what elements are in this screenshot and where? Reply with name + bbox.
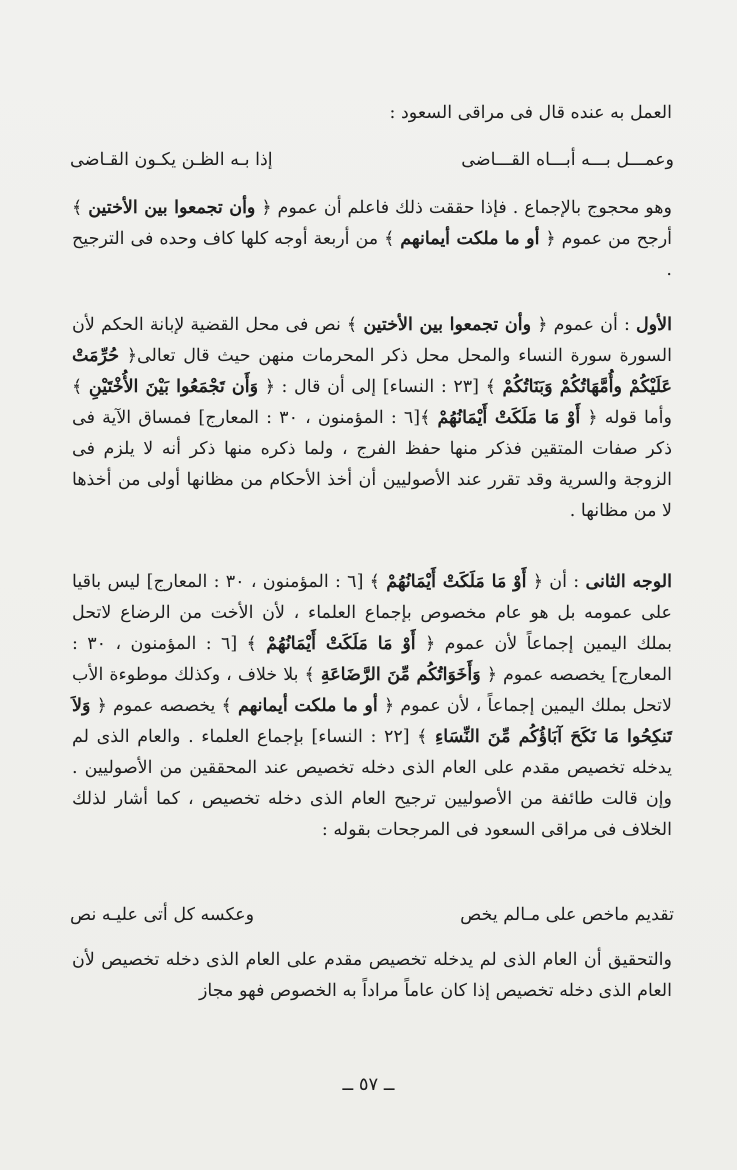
text-line-1 — [72, 98, 672, 129]
paragraph-4-text: الوجه الثانى : أن ﴿ أَوْ مَا مَلَكَتْ أَيْمَانُهُمْ ﴾ [٦ : المؤمنون ، ٣٠ : المعارج] ليس باقيا على عمومه بل هو عام مخصوص بإجماع العلماء ، لأن الأخت من الرضاع لاتحل بملك اليمين إجماعاً لأن عموم ﴿ أَوْ مَا مَلَكَتْ أَيْمَانُهُمْ ﴾ [٦ : المؤمنون ، ٣٠ : المعارج] يخصصه عموم ﴿ وَأَخَوَاتُكُم مِّنَ الرَّضَاعَةِ ﴾ بلا خلاف ، وكذلك موطوءة الأب لاتحل بملك اليمين إجماعاً ، لأن عموم ﴿ أو ما ملكت أيمانهم ﴾ يخصصه عموم ﴿ وَلاَ تَنكِحُوا مَا نَكَحَ آبَاؤُكُم مِّنَ النِّسَاءِ ﴾ [٢٢ : النساء] بإجماع العلماء . والعام الذى لم يدخله تخصيص مقدم على العام الذى دخله تخصيص عند المحققين من الأصوليين . وإن قالت طائفة من الأصوليين ترجيح العام الذى دخله تخصيص ، كما أشار لذلك الخلاف فى مراقى السعود فى المرجحات بقوله : — [72, 572, 672, 840]
paragraph-3-text: الأول : أن عموم ﴿ وأن تجمعوا بين الأختين ﴾ نص فى محل القضية لإبانة الحكم لأن السورة سورة النساء والمحل محل ذكر المحرمات منهن حيث قال تعالى﴿ حُرِّمَتْ عَلَيْكُمْ وأُمَّهَاتُكُمْ وَبَنَاتُكُمْ ﴾ [٢٣ : النساء] إلى أن قال : ﴿ وَأَن تَجْمَعُوا بَيْنَ الأُخْتَيْنِ ﴾ وأما قوله ﴿ أَوْ مَا مَلَكَتْ أَيْمَانُهُمْ ﴾[٦ : المؤمنون ، ٣٠ : المعارج] فمساق الآية فى ذكر صفات المتقين فذكر منها حفظ الفرج ، ولما ذكره منها ذكر أنه لا يلزم فى الزوجة والسرية وقد تقرر عند الأصوليين أن أخذ الأحكام من مظانها أولى من أخذها لا من مظانها . — [72, 315, 672, 521]
intro-line: العمل به عنده قال فى مراقى السعود : — [389, 103, 672, 123]
page-number: ــ ٥٧ ــ — [342, 1074, 395, 1095]
paragraph-5 — [72, 945, 672, 1007]
paragraph-2 — [72, 193, 672, 286]
paragraph-3 — [72, 310, 672, 527]
verse-1-second-hemistich: إذا بـه الظـن يكـون القـاضى — [70, 150, 273, 170]
paragraph-2-text: وهو محجوج بالإجماع . فإذا حققت ذلك فاعلم أن عموم ﴿ وأن تجمعوا بين الأختين ﴾ أرجح من عموم ﴿ أو ما ملكت أيمانهم ﴾ من أربعة أوجه كلها كاف وحده فى الترجيح . — [72, 198, 673, 280]
paragraph-5-text: والتحقيق أن العام الذى لم يدخله تخصيص مقدم على العام الذى دخله تخصيص لأن العام الذى دخله تخصيص إذا كان عاماً مراداً به الخصوص فهو مجاز — [72, 950, 672, 1001]
verse-1-first-hemistich: وعمـــل بـــه أبـــاه القـــاضى — [461, 150, 674, 170]
verse-2-second-hemistich: وعكسه كل أتى عليـه نص — [70, 905, 255, 925]
paragraph-4 — [72, 567, 672, 846]
verse-2 — [70, 900, 674, 930]
verse-2-first-hemistich: تقديم ماخص على مـالم يخص — [460, 905, 674, 925]
verse-1 — [70, 145, 674, 175]
